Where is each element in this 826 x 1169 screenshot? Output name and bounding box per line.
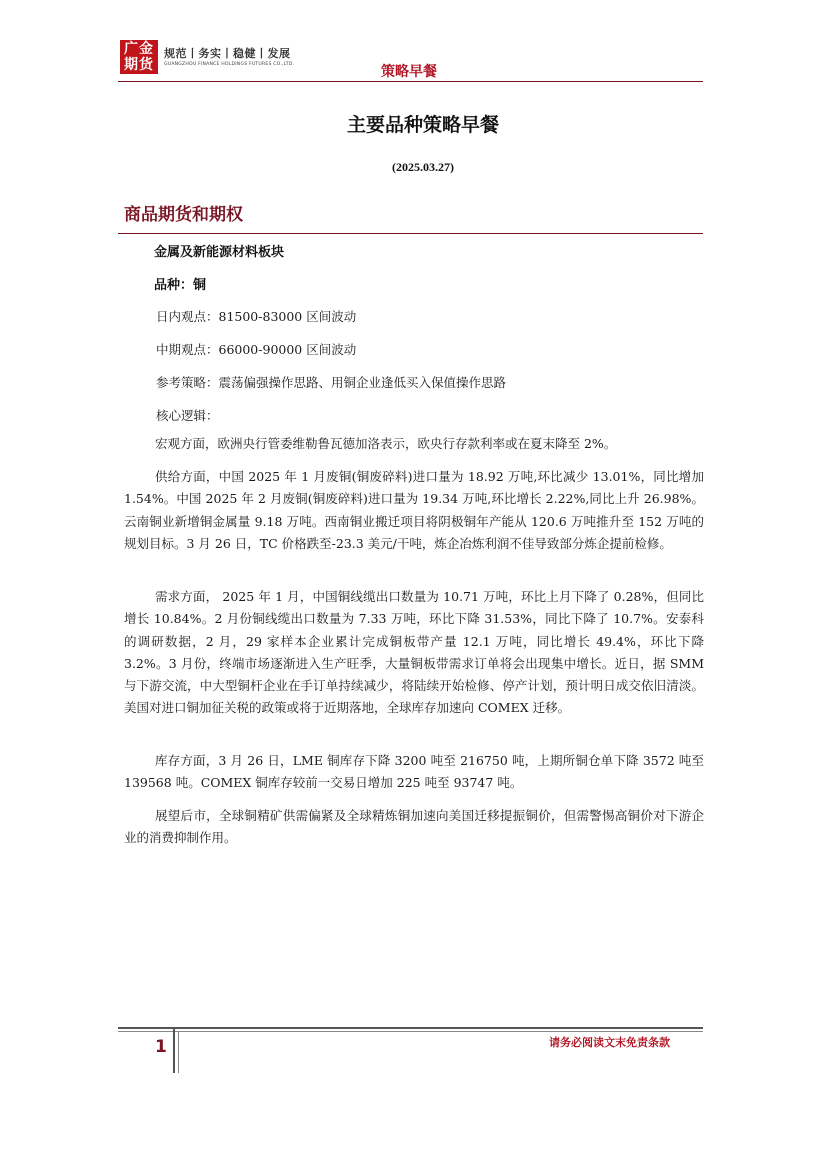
core-logic-label: 核心逻辑： bbox=[156, 408, 219, 423]
footer-vertical-rule-thin bbox=[178, 1032, 179, 1073]
midterm-view: 中期观点：66000-90000 区间波动 bbox=[156, 342, 357, 357]
header-divider bbox=[118, 81, 703, 82]
reference-strategy: 参考策略：震荡偏强操作思路、用铜企业逢低买入保值操作思路 bbox=[156, 375, 507, 390]
logo-text-top: 广金 bbox=[124, 41, 154, 57]
section-divider bbox=[118, 233, 703, 234]
section-title: 商品期货和期权 bbox=[124, 205, 243, 225]
page-number: 1 bbox=[155, 1037, 167, 1057]
company-name-en: GUANGZHOU FINANCE HOLDINGS FUTURES CO.,LTD. bbox=[164, 62, 295, 67]
footer-divider-thin bbox=[118, 1031, 703, 1032]
paragraph-supply: 供给方面，中国 2025 年 1 月废铜(铜废碎料)进口量为 18.92 万吨,环比减少 13.01%，同比增加 1.54%。中国 2025 年 2 月废铜(铜废碎料)进口量为 19.34 万吨,环比增长 2.22%,同比上升 26.98%。云南铜业新增铜金属量 9.18 万吨。西南铜业搬迁项目将阴极铜年产能从 120.6 万吨推升至 152 万吨的规划目标。3 月 26 日，TC 价格跌至-23.3 美元/干吨，炼企冶炼利润不佳导致部分炼企提前检修。 bbox=[124, 469, 704, 551]
footer-vertical-rule bbox=[173, 1029, 175, 1073]
paragraph-inventory: 库存方面，3 月 26 日，LME 铜库存下降 3200 吨至 216750 吨，上期所铜仓单下降 3572 吨至 139568 吨。COMEX 铜库存较前一交易日增加 225 吨至 93747 吨。 bbox=[124, 753, 704, 791]
page-title: 主要品种策略早餐 bbox=[346, 114, 499, 136]
disclaimer-notice: 请务必阅读文末免责条款 bbox=[549, 1036, 670, 1049]
company-logo bbox=[120, 40, 158, 74]
logo-text-bottom: 期货 bbox=[124, 57, 154, 73]
report-date: (2025.03.27) bbox=[392, 160, 454, 174]
paragraph-demand: 需求方面， 2025 年 1 月，中国铜线缆出口数量为 10.71 万吨，环比上月下降了 0.28%，但同比增长 10.84%。2 月份铜线缆出口数量为 7.33 万吨，环比下降 31.53%，同比下降了 10.7%。安泰科的调研数据，2 月，29 家样本企业累计完成铜板带产量 12.1 万吨，同比增长 49.4%，环比下降 3.2%。3 月份，终端市场逐渐进入生产旺季，大量铜板带需求订单将会出现集中增长。近日，据 SMM 与下游交流，中大型铜杆企业在手订单持续减少，将陆续开始检修、停产计划，预计明日成交依旧清淡。美国对进口铜加征关税的政策或将于近期落地，全球库存加速向 COMEX 迁移。 bbox=[124, 589, 704, 716]
paragraph-macro: 宏观方面，欧洲央行管委维勒鲁瓦德加洛表示，欧央行存款利率或在夏末降至 2%。 bbox=[155, 436, 617, 451]
subsection-title: 金属及新能源材料板块 bbox=[154, 245, 285, 260]
paragraph-outlook: 展望后市，全球铜精矿供需偏紧及全球精炼铜加速向美国迁移提振铜价，但需警惕高铜价对下游企业的消费抑制作用。 bbox=[124, 808, 704, 846]
variety-label: 品种：铜 bbox=[154, 278, 207, 293]
footer-divider bbox=[118, 1027, 703, 1029]
report-type-tag: 策略早餐 bbox=[381, 64, 437, 80]
company-slogan: 规范丨务实丨稳健丨发展 bbox=[164, 47, 291, 60]
intraday-view: 日内观点：81500-83000 区间波动 bbox=[156, 309, 357, 324]
